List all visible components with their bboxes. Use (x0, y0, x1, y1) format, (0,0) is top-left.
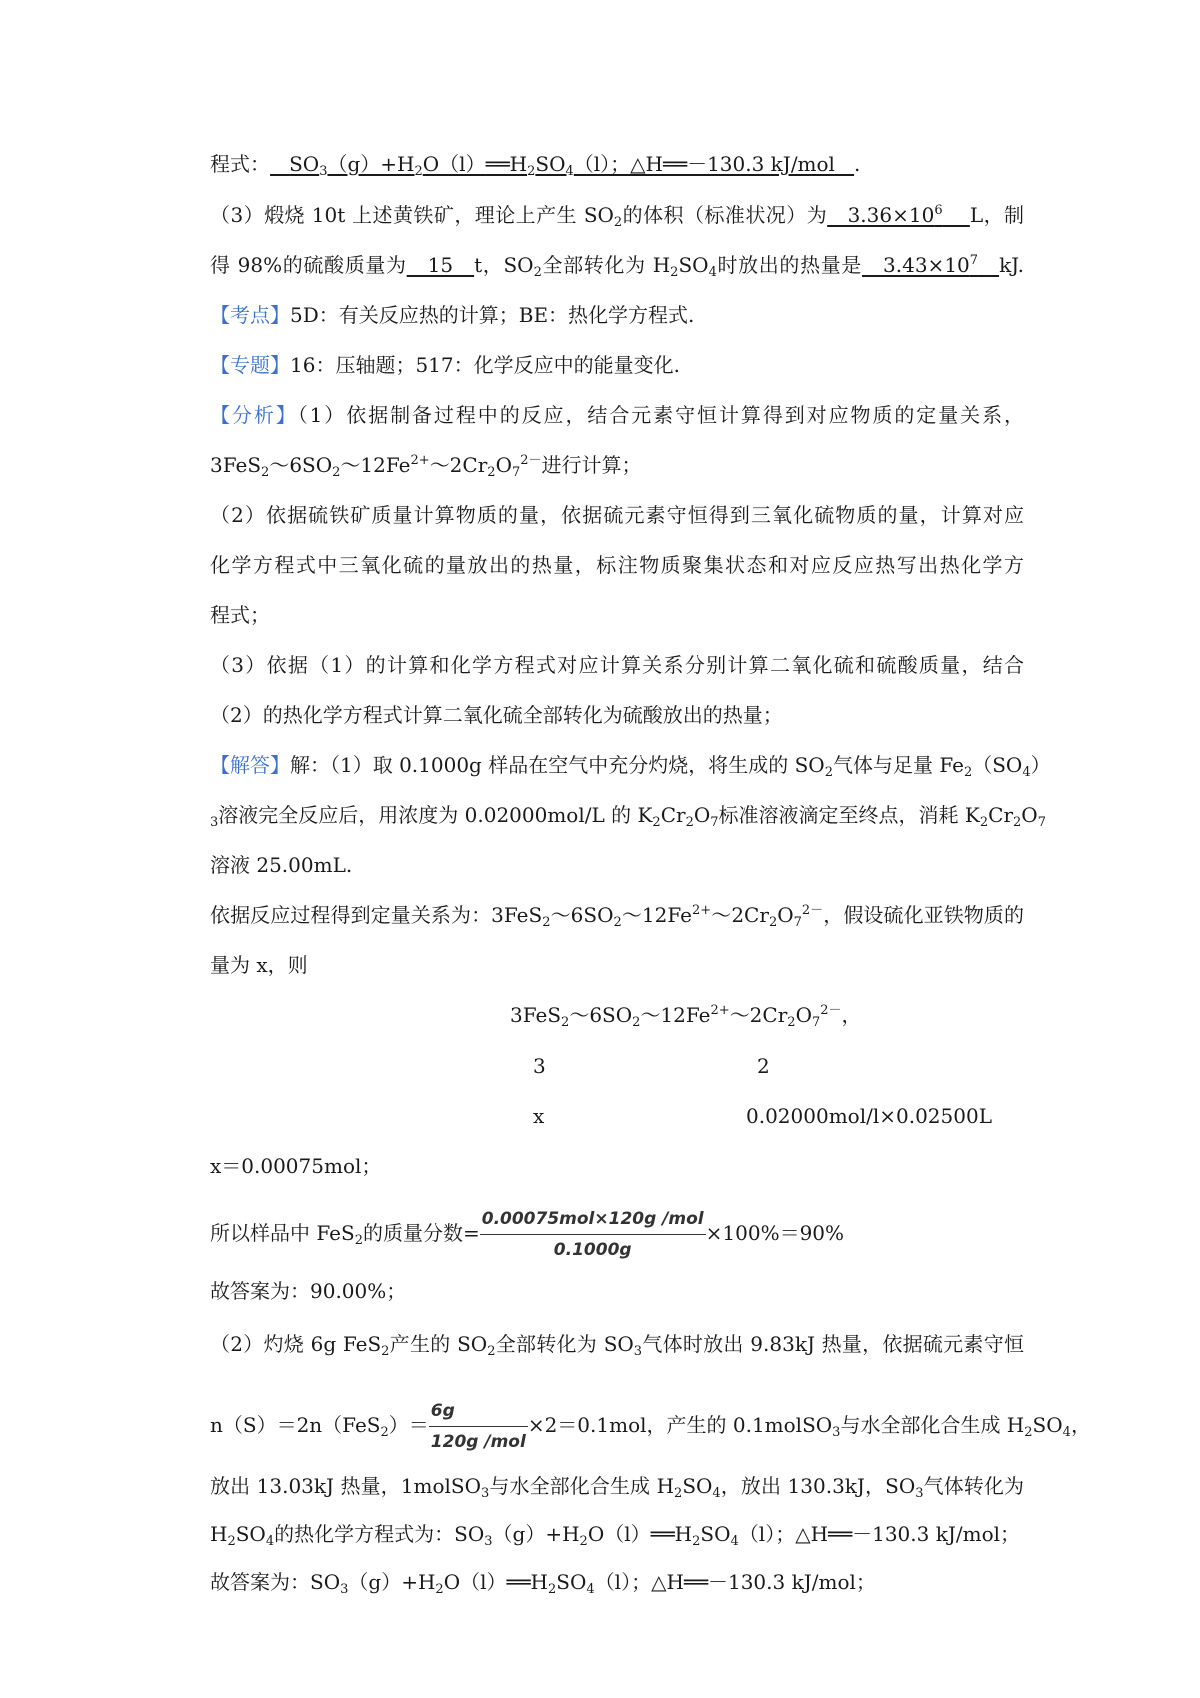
line-2: （3）煅烧 10t 上述黄铁矿，理论上产生 $SO_2$的体积（标准状况）为 $3.36\times 10^6$ L，制 (210, 203, 1025, 230)
line-zhuanti: 【专题】16：压轴题；517：化学反应中的能量变化. (210, 353, 680, 377)
kaodian-tag: 【考点】 (210, 303, 290, 327)
line-fenxi: 【分析】（1）依据制备过程中的反应，结合元素守恒计算得到对应物质的定量关系， (210, 403, 1025, 427)
line-15: 溶液 25.00mL. (210, 853, 353, 877)
line-28: 故答案为：$SO_3(g)+H_2O(l)══H_2SO_4(l)$；△H══－130.3 kJ/mol； (210, 1570, 876, 1597)
line-1: 程式： $SO_3(g)+H_2O(l)══H_2SO_4(l)$；△H══－130.3 kJ/mol . (210, 152, 861, 179)
jieda-tag: 【解答】 (210, 753, 290, 777)
line-16: 依据反应过程得到定量关系为：$3FeS_2\sim 6SO_2\sim 12Fe^{2+}\sim 2Cr_2O_7^{2-}$，假设硫化亚铁物质的 (210, 903, 1025, 930)
unknown-left: x (533, 1104, 545, 1128)
relation-line: $3FeS_2\sim 6SO_2\sim 12Fe^{2+}\sim 2Cr_2O_7^{2-}$， (510, 1003, 862, 1030)
line-10: 程式； (210, 603, 270, 627)
mass-fraction-formula: $\frac{\text{0.00075mol×120g /mol}}{0.1000g}$ (480, 1205, 706, 1264)
line-25: n（S）＝2n（FeS$_2$）＝ $\frac{6g}{\text{120g /mol}}$ ×2＝0.1mol，产生的 0.1molSO$_3$与水全部化合生成 $H_2SO_4$， (210, 1397, 1024, 1456)
sulfur-moles-formula: $\frac{6g}{\text{120g /mol}}$ (429, 1397, 528, 1456)
line-22: 所以样品中 FeS$_2$的质量分数= $\frac{\text{0.00075mol×120g /mol}}{0.1000g}$ ×100%＝90% (210, 1205, 1024, 1264)
answer-blank-volume: $3.36\times 10^6$ (827, 203, 943, 227)
fenxi-tag: 【分析】 (210, 403, 298, 427)
line-9: 化学方程式中三氧化硫的量放出的热量，标注物质聚集状态和对应反应热写出热化学方 (210, 553, 1024, 577)
line-17: 量为 x，则 (210, 953, 308, 977)
line-23: 故答案为：90.00%； (210, 1279, 407, 1303)
line-kaodian: 【考点】5D：有关反应热的计算；BE：热化学方程式. (210, 303, 695, 327)
line-14: $_3$溶液完全反应后，用浓度为 0.02000mol/L 的 $K_2Cr_2O_7$标准溶液滴定至终点，消耗 $K_2Cr_2O_7$ (210, 803, 1046, 830)
line-11: （3）依据（1）的计算和化学方程式对应计算关系分别计算二氧化硫和硫酸质量，结合 (210, 653, 1024, 677)
ratio-right: 2 (757, 1054, 770, 1078)
line-12: （2）的热化学方程式计算二氧化硫全部转化为硫酸放出的热量； (210, 703, 783, 727)
answer-blank-equation: $SO_3(g)+H_2O(l)══H_2SO_4(l)$；△H══－130.3 kJ/mol (289, 152, 835, 179)
line-3: 得 98%的硫酸质量为 15 t，$SO_2$全部转化为 $H_2SO_4$时放出的热量是 $3.43\times 10^7$ kJ. (210, 253, 1025, 280)
known-right: 0.02000mol/l×0.02500L (746, 1104, 992, 1128)
ratio-left: 3 (533, 1054, 546, 1078)
line-26: 放出 13.03kJ 热量，1molSO$_3$与水全部化合生成 $H_2SO_4$，放出 130.3kJ，$SO_3$气体转化为 (210, 1474, 1024, 1501)
line-jieda: 【解答】解：（1）取 0.1000g 样品在空气中充分灼烧，将生成的 $SO_2$气体与足量 $Fe_2(SO_4)$ (210, 753, 1051, 780)
line-24: （2）灼烧 6g FeS$_2$产生的 $SO_2$全部转化为 $SO_3$气体时放出 9.83kJ 热量，依据硫元素守恒 (210, 1332, 1024, 1359)
line-8: （2）依据硫铁矿质量计算物质的量，依据硫元素守恒得到三氧化硫物质的量，计算对应 (210, 503, 1024, 527)
answer-blank-mass: 15 (406, 253, 475, 277)
line-27: $H_2SO_4$的热化学方程式为：$SO_3(g)+H_2O(l)══H_2SO_4(l)$；△H══－130.3 kJ/mol； (210, 1522, 1021, 1549)
line-7: $3FeS_2\sim 6SO_2\sim 12Fe^{2+}\sim 2Cr_2O_7^{2-}$进行计算； (210, 453, 642, 480)
line-21: x＝0.00075mol； (210, 1154, 382, 1178)
zhuanti-tag: 【专题】 (210, 353, 290, 377)
answer-blank-heat: $3.43\times 10^7$ (862, 253, 979, 277)
